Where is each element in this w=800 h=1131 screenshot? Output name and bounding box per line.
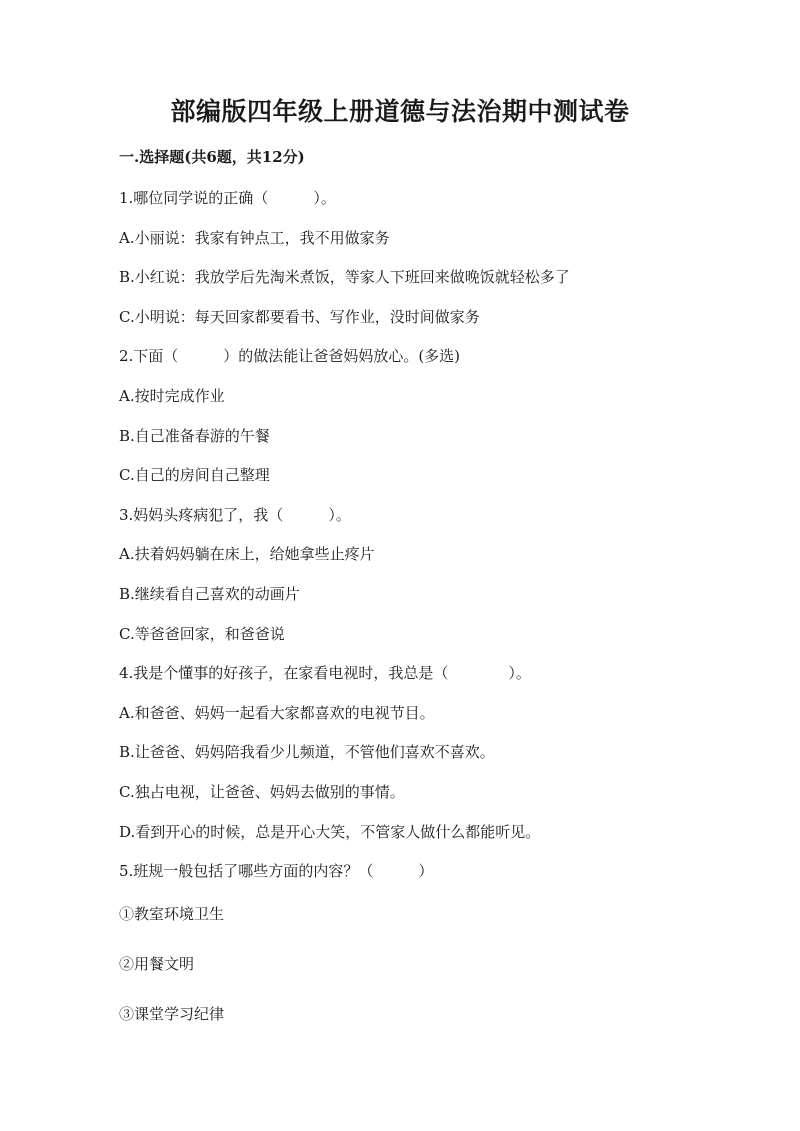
question-2-option-b: B.自己准备春游的午餐	[119, 427, 270, 445]
question-2-option-a: A.按时完成作业	[119, 387, 225, 405]
question-4-option-c: C.独占电视，让爸爸、妈妈去做别的事情。	[119, 783, 405, 801]
question-1-option-b: B.小红说：我放学后先淘米煮饭，等家人下班回来做晚饭就轻松多了	[119, 268, 570, 286]
question-5-item-1: ①教室环境卫生	[119, 905, 225, 923]
question-3-stem: 3.妈妈头疼病犯了，我（ ）。	[119, 506, 351, 524]
question-2-stem: 2.下面（ ）的做法能让爸爸妈妈放心。(多选)	[119, 347, 461, 365]
question-4-stem: 4.我是个懂事的好孩子，在家看电视时，我总是（ ）。	[119, 664, 531, 682]
exam-title: 部编版四年级上册道德与法治期中测试卷	[170, 97, 630, 126]
question-1-stem: 1.哪位同学说的正确（ ）。	[119, 189, 336, 207]
question-4-option-a: A.和爸爸、妈妈一起看大家都喜欢的电视节目。	[119, 704, 435, 722]
question-3-option-c: C.等爸爸回家，和爸爸说	[119, 625, 285, 643]
question-4-option-b: B.让爸爸、妈妈陪我看少儿频道，不管他们喜欢不喜欢。	[119, 743, 495, 761]
question-1-option-a: A.小丽说：我家有钟点工，我不用做家务	[119, 229, 390, 247]
question-2-option-c: C.自己的房间自己整理	[119, 466, 270, 484]
section-heading: 一.选择题(共6题，共12分)	[119, 148, 305, 166]
question-1-option-c: C.小明说：每天回家都要看书、写作业，没时间做家务	[119, 308, 480, 326]
question-5-stem: 5.班规一般包括了哪些方面的内容？（ ）	[119, 862, 434, 880]
question-3-option-b: B.继续看自己喜欢的动画片	[119, 585, 300, 603]
question-3-option-a: A.扶着妈妈躺在床上，给她拿些止疼片	[119, 545, 375, 563]
question-4-option-d: D.看到开心的时候，总是开心大笑，不管家人做什么都能听见。	[119, 823, 541, 841]
question-5-item-3: ③课堂学习纪律	[119, 1005, 225, 1023]
question-5-item-2: ②用餐文明	[119, 955, 195, 973]
